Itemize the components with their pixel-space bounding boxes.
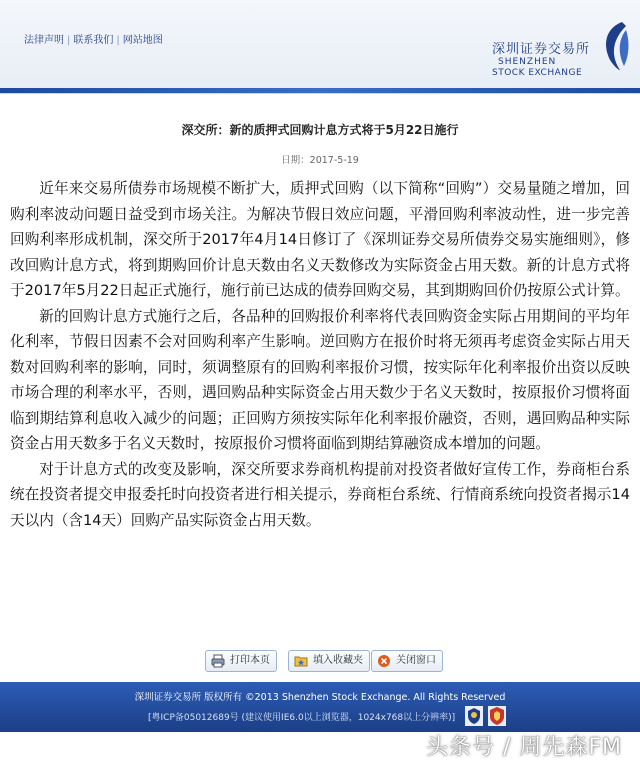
print-page-button[interactable] (205, 650, 277, 672)
article-date-line (0, 152, 640, 166)
top-links (24, 31, 163, 46)
close-window-button[interactable] (371, 650, 443, 672)
article-paragraph: 新的回购计息方式施行之后，各品种的回购报价利率将代表回购资金实际占用期间的平均年化利率，节假日因素不会对回购利率产生影响。逆回购方在报价时将无须再考虑资金实际占用天数对回购利率的影响，同时，须调整原有的回购利率报价习惯，按实际年化利率报价出资以反映市场合理的利率水平，否则，遇回购品种实际资金占用天数少于名义天数时，按原报价习惯将面临到期结算利息收入减少的问题；正回购方须按实际年化利率报价融资，否则，遇回购品种实际资金占用天数多于名义天数时，按原报价习惯将面临到期结算融资成本增加的问题。 (10, 307, 630, 452)
toutiao-watermark: 头条号 / 周先森FM (425, 735, 622, 760)
add-to-favorites-label: 填入收藏夹 (313, 655, 363, 666)
favorites-folder-icon (294, 654, 308, 668)
add-to-favorites-button[interactable] (288, 650, 370, 672)
legal-notice-link[interactable]: 法律声明 (24, 35, 64, 46)
print-page-label: 打印本页 (230, 655, 270, 666)
szse-logo[interactable] (492, 20, 632, 82)
site-header (0, 0, 640, 88)
article-body (10, 176, 630, 533)
link-divider: | (116, 35, 120, 46)
site-map-link[interactable]: 网站地图 (122, 35, 163, 46)
article-date: 2017-5-19 (309, 155, 359, 166)
copyright-text: 深圳证券交易所 版权所有 ©2013 Shenzhen Stock Exchange. All Rights Reserved (134, 692, 506, 703)
close-icon (377, 654, 391, 668)
article-title: 深交所：新的质押式回购计息方式将于5月22日施行 (181, 123, 459, 137)
icp-record-text[interactable]: [粤ICP备05012689号 (建议使用IE6.0以上浏览器，1024x768以上分辨率)] (148, 713, 456, 723)
police-badge-icon[interactable] (465, 706, 483, 726)
logo-emblem-icon (596, 20, 632, 72)
link-divider: | (67, 35, 71, 46)
site-footer (0, 682, 640, 732)
printer-icon (211, 654, 225, 668)
logo-chinese-name: 深圳证券交易所 (492, 42, 591, 57)
article-paragraph: 对于计息方式的改变及影响，深交所要求券商机构提前对投资者做好宣传工作，券商柜台系统在投资者提交申报委托时向投资者进行相关提示，券商柜台系统、行情商系统向投资者揭示14天以内（含14天）回购产品实际资金占用天数。 (10, 460, 630, 529)
date-label: 日期： (281, 155, 310, 166)
logo-english-line-1: SHENZHEN (498, 57, 557, 67)
close-window-label: 关闭窗口 (396, 655, 436, 666)
header-divider-light (0, 93, 640, 94)
contact-us-link[interactable]: 联系我们 (73, 35, 114, 46)
trust-seal-icon[interactable] (488, 706, 506, 726)
article-paragraph: 近年来交易所债券市场规模不断扩大，质押式回购（以下简称“回购”）交易量随之增加，回购利率波动问题日益受到市场关注。为解决节假日效应问题，平滑回购利率波动性，进一步完善回购利率形成机制，深交所于2017年4月14日修订了《深圳证券交易所债券交易实施细则》，修改回购计息方式，将到期购回价计息天数由名义天数修改为实际资金占用天数。新的计息方式将于2017年5月22日起正式施行，施行前已达成的债券回购交易，其到期购回价仍按原公式计算。 (10, 180, 630, 299)
logo-english-line-2: STOCK EXCHANGE (492, 68, 583, 78)
